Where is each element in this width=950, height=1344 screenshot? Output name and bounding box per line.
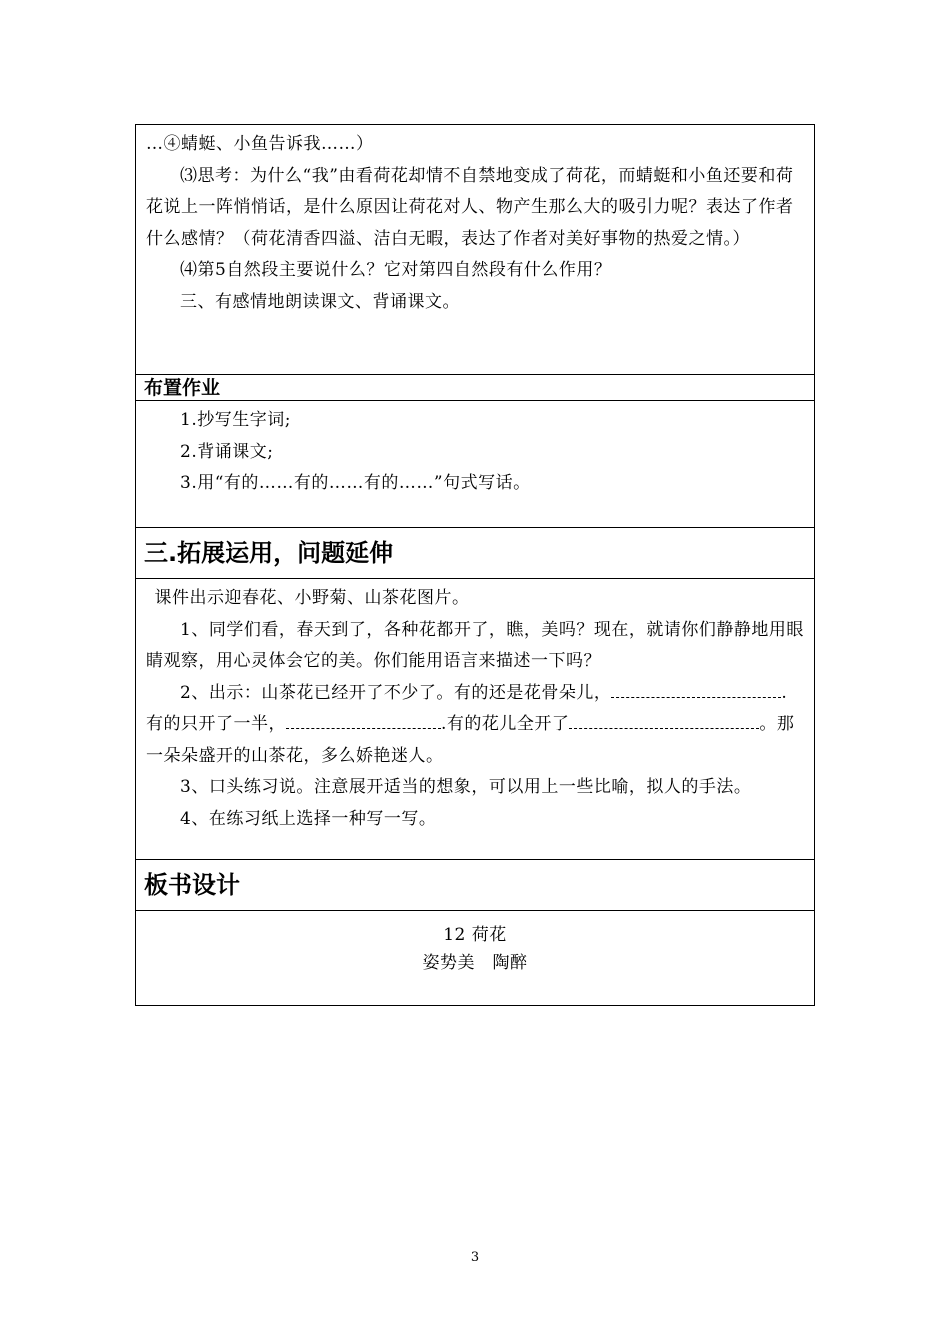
text-paragraph: ⑶思考：为什么“我”由看荷花却情不自禁地变成了荷花，而蜻蜓和小鱼还要和荷花说上一阵悄悄话，是什么原因让荷花对人、物产生那么大的吸引力呢？表达了作者什么感情？（荷花清香四溢、洁白无暇，表达了作者对美好事物的热爱之情。）	[146, 165, 794, 249]
extension-paragraph: 4、在练习纸上选择一种写一写。	[180, 808, 437, 829]
text-fragment: 。那一朵朵盛开的山茶花，多么娇艳迷人。	[146, 714, 795, 766]
text-fragment: .有的只开了一半，	[146, 682, 788, 734]
board-content-line: 姿势美 陶醉	[422, 953, 528, 973]
fill-blank	[611, 683, 781, 698]
homework-item: 3.用“有的……有的……有的……”句式写话。	[180, 473, 531, 493]
homework-heading: 布置作业	[136, 375, 814, 401]
fill-blank	[569, 714, 759, 729]
homework-item: 2.背诵课文;	[180, 441, 274, 462]
text-fragment: .有的花儿全开了	[441, 714, 570, 734]
teaching-steps-cell	[136, 125, 814, 375]
extension-heading: 三.拓展运用，问题延伸	[136, 528, 814, 579]
extension-intro: 课件出示迎春花、小野菊、山茶花图片。	[154, 588, 470, 608]
text-fragment: 2、出示：山茶花已经开了不少了。有的还是花骨朵儿，	[180, 682, 612, 703]
board-design-heading: 板书设计	[136, 860, 814, 911]
homework-item: 1.抄写生字词;	[180, 410, 291, 430]
extension-cell	[136, 579, 814, 860]
extension-paragraph: 1、同学们看，春天到了，各种花都开了，瞧，美吗？现在，就请你们静静地用眼睛观察，用心灵体会它的美。你们能用语言来描述一下吗？	[146, 619, 804, 671]
extension-paragraph: 3、口头练习说。注意展开适当的想象，可以用上一些比喻，拟人的手法。	[180, 777, 752, 797]
text-paragraph: 三、有感情地朗读课文、背诵课文。	[180, 291, 460, 312]
page-number: 3	[470, 1250, 480, 1265]
lesson-table	[135, 124, 815, 1006]
extension-paragraph	[146, 678, 804, 773]
text-paragraph: ⑷第5自然段主要说什么？它对第四自然段有什么作用？	[180, 260, 612, 280]
board-title-line: 12 荷花	[443, 925, 507, 945]
homework-cell	[136, 401, 814, 528]
board-design-cell	[136, 911, 814, 1005]
text-line: …④蜻蜓、小鱼告诉我……）	[146, 134, 374, 154]
fill-blank	[286, 714, 441, 729]
